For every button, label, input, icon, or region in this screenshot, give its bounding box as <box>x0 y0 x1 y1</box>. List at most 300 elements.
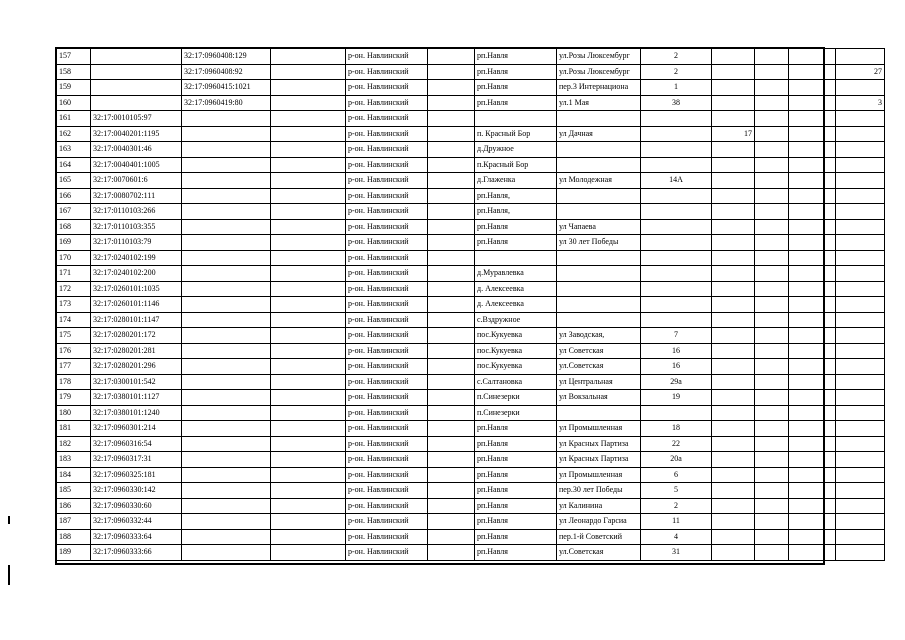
table-cell-b <box>182 157 271 173</box>
table-cell-j <box>755 390 789 406</box>
table-cell-i <box>712 188 755 204</box>
table-cell-h <box>641 266 712 282</box>
table-cell-c <box>271 436 346 452</box>
table-cell-b <box>182 219 271 235</box>
table-cell-f <box>475 250 557 266</box>
table-cell-d: р-он. Навлинский <box>346 64 428 80</box>
table-cell-g: ул.1 Мая <box>557 95 641 111</box>
table-cell-l <box>836 297 885 313</box>
table-cell-k <box>789 142 836 158</box>
table-cell-h: 20а <box>641 452 712 468</box>
table-cell-n: 184 <box>57 467 91 483</box>
table-cell-l <box>836 421 885 437</box>
table-row <box>57 95 885 111</box>
table-cell-a: 32:17:0010105:97 <box>91 111 182 127</box>
table-cell-i <box>712 421 755 437</box>
table-cell-n: 166 <box>57 188 91 204</box>
table-cell-g: пер.30 лет Победы <box>557 483 641 499</box>
table-cell-k <box>789 405 836 421</box>
table-cell-g: ул Леонардо Гарсиа <box>557 514 641 530</box>
table-cell-l <box>836 436 885 452</box>
table-cell-a: 32:17:0110103:79 <box>91 235 182 251</box>
table-cell-a: 32:17:0040401:1005 <box>91 157 182 173</box>
table-cell-k <box>789 64 836 80</box>
table-cell-e <box>428 64 475 80</box>
table-cell-n: 158 <box>57 64 91 80</box>
table-cell-j <box>755 49 789 65</box>
table-cell-a <box>91 80 182 96</box>
table-cell-b <box>182 545 271 561</box>
table-cell-g: ул Советская <box>557 343 641 359</box>
table-cell-f: рп.Навля <box>475 483 557 499</box>
table-row <box>57 64 885 80</box>
table-cell-f: пос.Кукуевка <box>475 328 557 344</box>
table-cell-n: 162 <box>57 126 91 142</box>
table-cell-f: рп.Навля <box>475 467 557 483</box>
table-cell-a: 32:17:0280201:296 <box>91 359 182 375</box>
table-cell-h: 1 <box>641 80 712 96</box>
table-cell-d: р-он. Навлинский <box>346 266 428 282</box>
table-cell-n: 169 <box>57 235 91 251</box>
table-cell-i <box>712 483 755 499</box>
table-cell-d: р-он. Навлинский <box>346 498 428 514</box>
table-cell-h: 14А <box>641 173 712 189</box>
table-cell-i <box>712 328 755 344</box>
table-cell-k <box>789 498 836 514</box>
table-cell-n: 161 <box>57 111 91 127</box>
table-cell-g: ул Красных Партиза <box>557 452 641 468</box>
table-cell-j <box>755 80 789 96</box>
table-cell-b <box>182 281 271 297</box>
table-cell-e <box>428 312 475 328</box>
table-cell-h: 7 <box>641 328 712 344</box>
table-cell-n: 177 <box>57 359 91 375</box>
table-cell-i <box>712 545 755 561</box>
table-cell-b <box>182 126 271 142</box>
table-cell-h: 2 <box>641 498 712 514</box>
table-cell-j <box>755 297 789 313</box>
table-cell-b <box>182 312 271 328</box>
table-cell-d: р-он. Навлинский <box>346 126 428 142</box>
table-row <box>57 343 885 359</box>
table-cell-g: ул Центральная <box>557 374 641 390</box>
table-cell-a <box>91 95 182 111</box>
table-cell-f: д. Алексеевка <box>475 297 557 313</box>
table-cell-l <box>836 498 885 514</box>
table-cell-b <box>182 529 271 545</box>
table-cell-e <box>428 173 475 189</box>
table-cell-k <box>789 436 836 452</box>
table-cell-d: р-он. Навлинский <box>346 80 428 96</box>
table-row <box>57 390 885 406</box>
table-cell-e <box>428 111 475 127</box>
table-cell-c <box>271 266 346 282</box>
table-cell-b <box>182 204 271 220</box>
table-cell-g <box>557 142 641 158</box>
table-cell-a: 32:17:0960317:31 <box>91 452 182 468</box>
table-cell-g: пер.3 Интернациона <box>557 80 641 96</box>
table-cell-k <box>789 545 836 561</box>
table-cell-k <box>789 157 836 173</box>
table-cell-a <box>91 64 182 80</box>
table-cell-h <box>641 219 712 235</box>
table-cell-h <box>641 157 712 173</box>
table-cell-a: 32:17:0280201:172 <box>91 328 182 344</box>
table-cell-f: с.Вздружное <box>475 312 557 328</box>
table-cell-a: 32:17:0960301:214 <box>91 421 182 437</box>
table-cell-d: р-он. Навлинский <box>346 297 428 313</box>
table-cell-d: р-он. Навлинский <box>346 374 428 390</box>
table-cell-d: р-он. Навлинский <box>346 142 428 158</box>
table-row <box>57 467 885 483</box>
table-cell-i <box>712 452 755 468</box>
table-cell-g <box>557 157 641 173</box>
table-cell-g: ул.Советская <box>557 359 641 375</box>
table-row <box>57 545 885 561</box>
table-cell-k <box>789 80 836 96</box>
table-cell-c <box>271 514 346 530</box>
table-cell-n: 164 <box>57 157 91 173</box>
table-cell-e <box>428 126 475 142</box>
table-cell-l <box>836 173 885 189</box>
table-cell-c <box>271 281 346 297</box>
table-cell-n: 179 <box>57 390 91 406</box>
table-row <box>57 204 885 220</box>
table-cell-d: р-он. Навлинский <box>346 157 428 173</box>
table-cell-k <box>789 421 836 437</box>
table-cell-j <box>755 173 789 189</box>
table-cell-f: с.Салтановка <box>475 374 557 390</box>
table-cell-i <box>712 281 755 297</box>
table-cell-d: р-он. Навлинский <box>346 312 428 328</box>
table-cell-g: ул Промышленная <box>557 467 641 483</box>
table-cell-f: рп.Навля, <box>475 188 557 204</box>
table-cell-l <box>836 204 885 220</box>
table-cell-i <box>712 219 755 235</box>
table-cell-l <box>836 514 885 530</box>
table-cell-a: 32:17:0240102:200 <box>91 266 182 282</box>
table-cell-n: 178 <box>57 374 91 390</box>
table-cell-d: р-он. Навлинский <box>346 359 428 375</box>
table-cell-c <box>271 188 346 204</box>
table-cell-a: 32:17:0280101:1147 <box>91 312 182 328</box>
table-cell-e <box>428 297 475 313</box>
table-cell-c <box>271 64 346 80</box>
table-cell-h: 2 <box>641 64 712 80</box>
table-cell-j <box>755 467 789 483</box>
table-cell-c <box>271 157 346 173</box>
table-cell-g: ул Промышленная <box>557 421 641 437</box>
table-cell-l <box>836 483 885 499</box>
table-cell-k <box>789 111 836 127</box>
table-cell-l <box>836 529 885 545</box>
table-cell-n: 188 <box>57 529 91 545</box>
table-cell-l <box>836 467 885 483</box>
table-cell-e <box>428 250 475 266</box>
table-cell-n: 182 <box>57 436 91 452</box>
table-cell-k <box>789 266 836 282</box>
table-row <box>57 111 885 127</box>
table-cell-a: 32:17:0960325:181 <box>91 467 182 483</box>
table-cell-c <box>271 483 346 499</box>
table-cell-e <box>428 514 475 530</box>
table-cell-b <box>182 374 271 390</box>
table-cell-g <box>557 405 641 421</box>
table-cell-i <box>712 390 755 406</box>
table-cell-i <box>712 173 755 189</box>
table-cell-h <box>641 126 712 142</box>
table-cell-a: 32:17:0960332:44 <box>91 514 182 530</box>
table-cell-e <box>428 219 475 235</box>
table-cell-e <box>428 436 475 452</box>
table-cell-l <box>836 359 885 375</box>
table-cell-n: 187 <box>57 514 91 530</box>
table-cell-k <box>789 219 836 235</box>
table-row <box>57 173 885 189</box>
table-cell-e <box>428 529 475 545</box>
table-cell-c <box>271 328 346 344</box>
table-cell-j <box>755 188 789 204</box>
table-cell-k <box>789 312 836 328</box>
table-cell-a: 32:17:0960333:66 <box>91 545 182 561</box>
table-cell-g <box>557 266 641 282</box>
table-cell-d: р-он. Навлинский <box>346 49 428 65</box>
table-cell-f: рп.Навля <box>475 529 557 545</box>
table-cell-j <box>755 111 789 127</box>
table-cell-g: ул Калинина <box>557 498 641 514</box>
table-cell-i <box>712 64 755 80</box>
scan-mark <box>8 565 10 585</box>
table-cell-j <box>755 359 789 375</box>
table-cell-b <box>182 436 271 452</box>
table-cell-k <box>789 188 836 204</box>
table-cell-e <box>428 281 475 297</box>
table-cell-j <box>755 126 789 142</box>
table-row <box>57 250 885 266</box>
table-cell-d: р-он. Навлинский <box>346 204 428 220</box>
table-cell-l <box>836 80 885 96</box>
table-cell-n: 167 <box>57 204 91 220</box>
table-cell-j <box>755 95 789 111</box>
table-row <box>57 405 885 421</box>
table-cell-n: 181 <box>57 421 91 437</box>
table-cell-j <box>755 266 789 282</box>
table-cell-c <box>271 126 346 142</box>
table-cell-h: 6 <box>641 467 712 483</box>
table-cell-h <box>641 204 712 220</box>
table-cell-j <box>755 514 789 530</box>
table-cell-a: 32:17:0110103:266 <box>91 204 182 220</box>
table-cell-f: д.Глаженка <box>475 173 557 189</box>
table-cell-h: 16 <box>641 359 712 375</box>
table-cell-b <box>182 250 271 266</box>
table-cell-d: р-он. Навлинский <box>346 343 428 359</box>
table-cell-d: р-он. Навлинский <box>346 281 428 297</box>
table-cell-i <box>712 312 755 328</box>
table-cell-c <box>271 374 346 390</box>
table-cell-d: р-он. Навлинский <box>346 467 428 483</box>
table-cell-j <box>755 529 789 545</box>
table-cell-h: 29а <box>641 374 712 390</box>
table-cell-f: рп.Навля <box>475 452 557 468</box>
table-cell-g: ул.Советская <box>557 545 641 561</box>
table-cell-a: 32:17:0040301:46 <box>91 142 182 158</box>
table-cell-k <box>789 483 836 499</box>
table-cell-n: 165 <box>57 173 91 189</box>
table-cell-c <box>271 173 346 189</box>
table-cell-c <box>271 312 346 328</box>
table-cell-j <box>755 545 789 561</box>
table-cell-f: рп.Навля <box>475 545 557 561</box>
table-cell-i <box>712 157 755 173</box>
table-cell-d: р-он. Навлинский <box>346 390 428 406</box>
table-cell-h <box>641 405 712 421</box>
table-cell-j <box>755 374 789 390</box>
table-cell-b <box>182 111 271 127</box>
table-cell-i <box>712 529 755 545</box>
table-cell-d: р-он. Навлинский <box>346 452 428 468</box>
table-cell-i <box>712 343 755 359</box>
table-cell-g: ул 30 лет Победы <box>557 235 641 251</box>
table-cell-h: 4 <box>641 529 712 545</box>
table-row <box>57 312 885 328</box>
table-cell-l <box>836 250 885 266</box>
table-cell-n: 171 <box>57 266 91 282</box>
table-cell-b <box>182 328 271 344</box>
table-cell-b <box>182 266 271 282</box>
table-cell-c <box>271 204 346 220</box>
table-cell-d: р-он. Навлинский <box>346 188 428 204</box>
table-cell-c <box>271 49 346 65</box>
table-cell-h <box>641 111 712 127</box>
table-row <box>57 359 885 375</box>
table-cell-k <box>789 126 836 142</box>
table-cell-c <box>271 250 346 266</box>
table-cell-j <box>755 421 789 437</box>
table-cell-f: рп.Навля <box>475 64 557 80</box>
table-cell-h: 19 <box>641 390 712 406</box>
table-cell-f <box>475 111 557 127</box>
table-cell-n: 160 <box>57 95 91 111</box>
table-cell-i <box>712 49 755 65</box>
table-cell-h: 31 <box>641 545 712 561</box>
table-cell-k <box>789 250 836 266</box>
table-cell-f: рп.Навля <box>475 498 557 514</box>
table-cell-g: ул Вокзальная <box>557 390 641 406</box>
table-cell-l: 27 <box>836 64 885 80</box>
table-cell-i <box>712 204 755 220</box>
table-cell-e <box>428 545 475 561</box>
registry-table <box>56 48 885 561</box>
table-cell-j <box>755 219 789 235</box>
table-cell-d: р-он. Навлинский <box>346 405 428 421</box>
table-cell-e <box>428 80 475 96</box>
table-cell-l <box>836 390 885 406</box>
table-row <box>57 188 885 204</box>
table-cell-f: рп.Навля <box>475 49 557 65</box>
table-cell-f: рп.Навля <box>475 421 557 437</box>
table-row <box>57 235 885 251</box>
table-cell-i <box>712 111 755 127</box>
table-cell-k <box>789 95 836 111</box>
table-cell-c <box>271 467 346 483</box>
table-cell-k <box>789 374 836 390</box>
table-cell-d: р-он. Навлинский <box>346 328 428 344</box>
table-cell-a: 32:17:0260101:1035 <box>91 281 182 297</box>
table-row <box>57 452 885 468</box>
table-cell-l <box>836 235 885 251</box>
table-cell-i <box>712 359 755 375</box>
table-cell-c <box>271 545 346 561</box>
table-cell-l <box>836 111 885 127</box>
table-cell-c <box>271 219 346 235</box>
table-row <box>57 498 885 514</box>
table-cell-b: 32:17:0960408:92 <box>182 64 271 80</box>
table-cell-e <box>428 498 475 514</box>
table-cell-e <box>428 328 475 344</box>
table-cell-b: 32:17:0960415:1021 <box>182 80 271 96</box>
table-cell-a: 32:17:0040201:1195 <box>91 126 182 142</box>
table-cell-j <box>755 405 789 421</box>
table-cell-f: пос.Кукуевка <box>475 359 557 375</box>
table-cell-i <box>712 467 755 483</box>
table-cell-g <box>557 204 641 220</box>
table-cell-b <box>182 514 271 530</box>
table-row <box>57 80 885 96</box>
table-cell-h <box>641 188 712 204</box>
table-cell-k <box>789 328 836 344</box>
table-cell-e <box>428 204 475 220</box>
table-cell-j <box>755 483 789 499</box>
table-cell-a: 32:17:0300101:542 <box>91 374 182 390</box>
table-cell-c <box>271 80 346 96</box>
table-cell-k <box>789 235 836 251</box>
table-cell-h: 16 <box>641 343 712 359</box>
table-cell-c <box>271 390 346 406</box>
table-cell-l <box>836 452 885 468</box>
table-row <box>57 49 885 65</box>
table-cell-b <box>182 498 271 514</box>
table-cell-b <box>182 173 271 189</box>
table-cell-g <box>557 297 641 313</box>
table-cell-f: рп.Навля <box>475 95 557 111</box>
table-cell-f: д.Дружное <box>475 142 557 158</box>
table-cell-c <box>271 343 346 359</box>
table-cell-g: ул.Розы Люксембург <box>557 49 641 65</box>
table-row <box>57 157 885 173</box>
table-cell-g <box>557 111 641 127</box>
table-cell-b <box>182 188 271 204</box>
table-cell-e <box>428 266 475 282</box>
table-cell-d: р-он. Навлинский <box>346 219 428 235</box>
table-cell-e <box>428 421 475 437</box>
table-cell-d: р-он. Навлинский <box>346 514 428 530</box>
table-row <box>57 374 885 390</box>
table-cell-f: д. Алексеевка <box>475 281 557 297</box>
table-cell-c <box>271 498 346 514</box>
table-cell-e <box>428 142 475 158</box>
table-cell-l <box>836 142 885 158</box>
table-row <box>57 281 885 297</box>
table-cell-a: 32:17:0380101:1240 <box>91 405 182 421</box>
table-cell-a: 32:17:0280201:281 <box>91 343 182 359</box>
table-cell-b <box>182 452 271 468</box>
table-cell-i <box>712 266 755 282</box>
table-cell-f: п.Красный Бор <box>475 157 557 173</box>
table-cell-i <box>712 95 755 111</box>
table-cell-k <box>789 297 836 313</box>
table-cell-d: р-он. Навлинский <box>346 235 428 251</box>
